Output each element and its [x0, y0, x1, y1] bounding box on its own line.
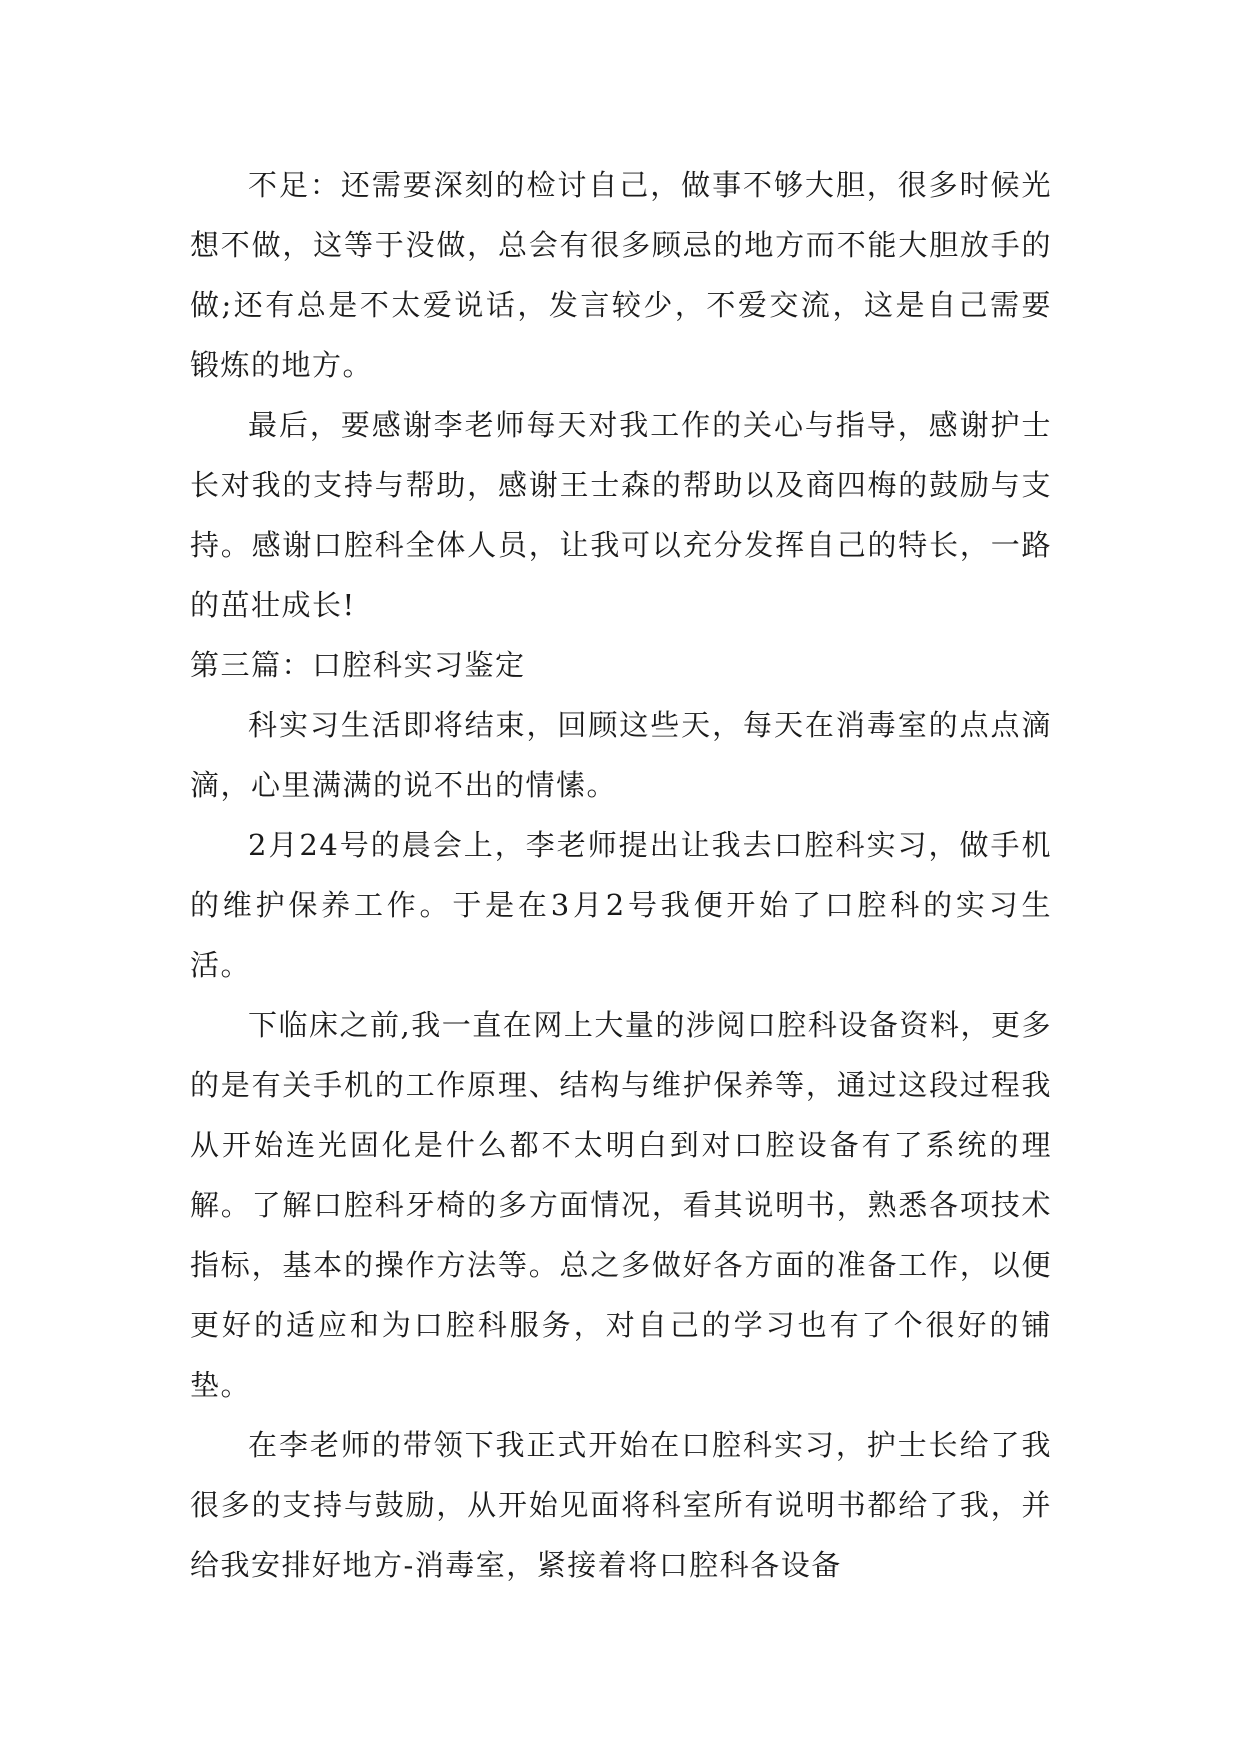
paragraph-preparation: 下临床之前,我一直在网上大量的涉阅口腔科设备资料，更多的是有关手机的工作原理、结构与维护保养等，通过这段过程我从开始连光固化是什么都不太明白到对口腔设备有了系统的理解。了解口腔科牙椅的多方面情况，看其说明书，熟悉各项技术指标，基本的操作方法等。总之多做好各方面的准备工作，以便更好的适应和为口腔科服务，对自己的学习也有了个很好的铺垫。	[190, 1008, 1052, 1402]
paragraph-acknowledgements: 最后，要感谢李老师每天对我工作的关心与指导，感谢护士长对我的支持与帮助，感谢王士森的帮助以及商四梅的鼓励与支持。感谢口腔科全体人员，让我可以充分发挥自己的特长，一路的茁壮成长!	[190, 408, 1052, 622]
document-page	[190, 155, 1052, 1595]
paragraph-shortcomings: 不足：还需要深刻的检讨自己，做事不够大胆，很多时候光想不做，这等于没做，总会有很多顾忌的地方而不能大胆放手的做;还有总是不太爱说话，发言较少，不爱交流，这是自己需要锻炼的地方。	[190, 168, 1052, 382]
paragraph-intro: 科实习生活即将结束，回顾这些天，每天在消毒室的点点滴滴，心里满满的说不出的情愫。	[190, 708, 1052, 802]
section-heading: 第三篇：口腔科实习鉴定	[190, 648, 526, 682]
paragraph-start-date: 2月24号的晨会上，李老师提出让我去口腔科实习，做手机的维护保养工作。于是在3月2号我便开始了口腔科的实习生活。	[190, 828, 1052, 982]
paragraph-internship-start: 在李老师的带领下我正式开始在口腔科实习，护士长给了我很多的支持与鼓励，从开始见面将科室所有说明书都给了我，并给我安排好地方-消毒室，紧接着将口腔科各设备	[190, 1428, 1052, 1582]
